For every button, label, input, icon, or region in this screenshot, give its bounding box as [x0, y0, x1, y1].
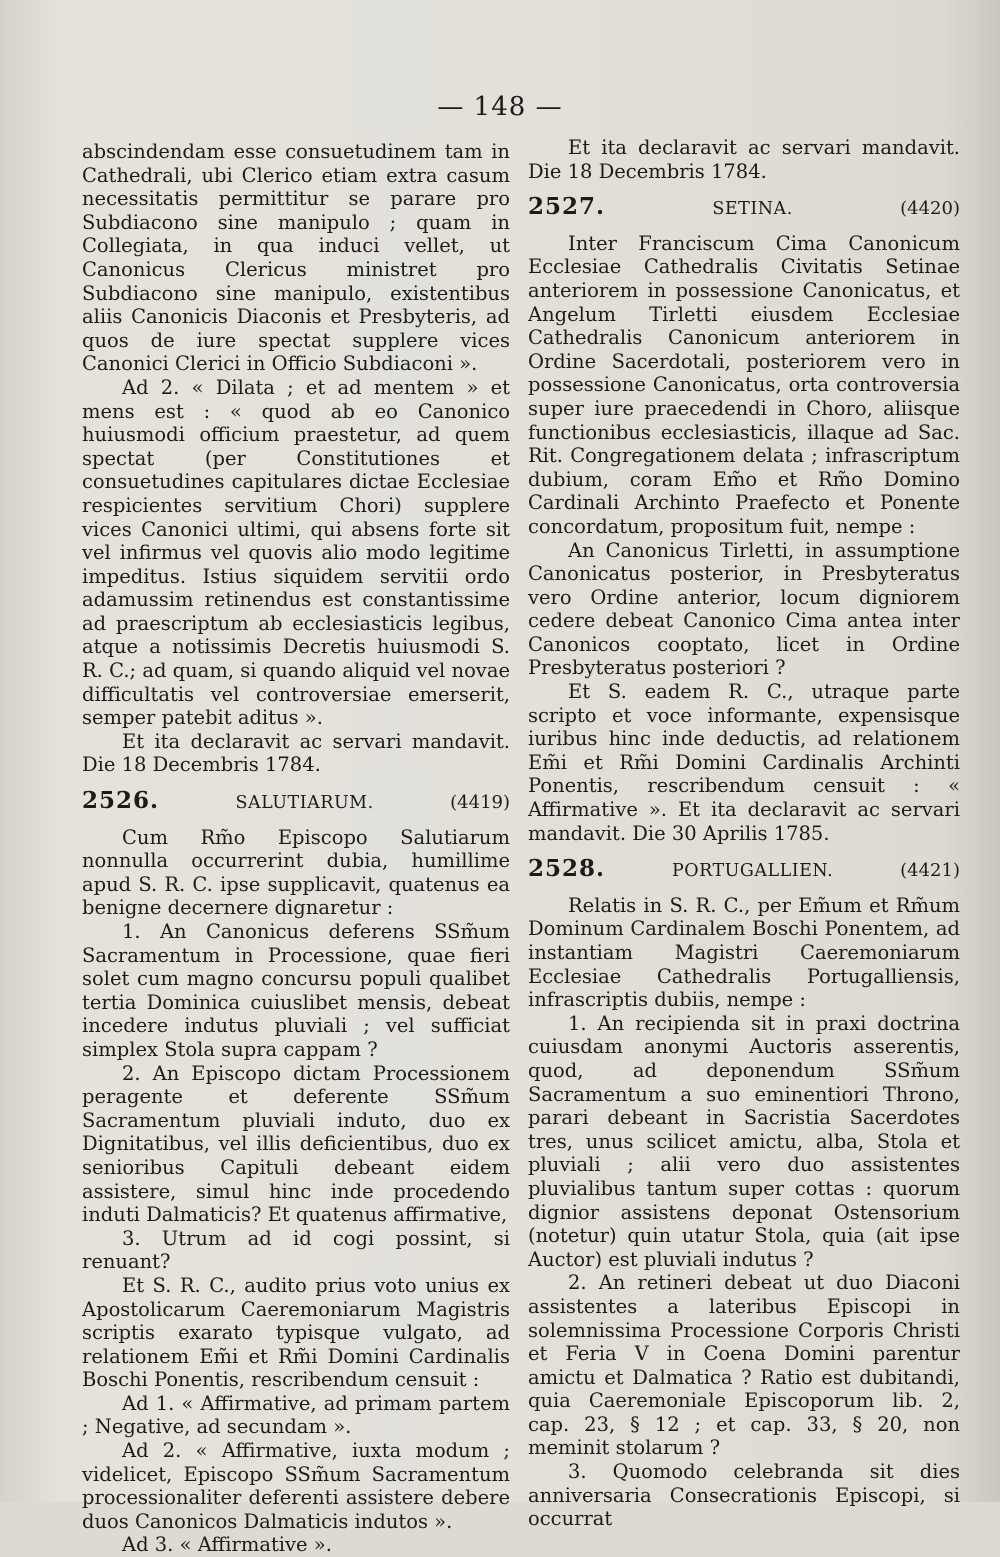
paragraph: 2. An Episcopo dictam Processionem peragente et deferente SSm̃um Sacramentum pluviali induto, duo ex Dignitatibus, vel illis deficientibus, duo ex senioribus Capituli debeant eidem assistere, simul hinc inde procedendo induti Dalmaticis? Et quatenus affirmative, [82, 1061, 510, 1227]
paragraph: Et ita declaravit ac servari mandavit. Die 18 Decembris 1784. [82, 729, 510, 777]
paragraph: abscindendam esse consuetudinem tam in Cathedrali, ubi Clerico etiam extra casum necessitatis permittitur se parare pro Subdiacono sine manipulo ; quam in Collegiata, in qua induci vellet, ut Canonicus Clericus ministret pro Subdiacono sine manipulo, existentibus aliis Canonicis Diaconis et Presbyteris, ad quos de iure spectat supplere vices Canonici Clerici in Officio Subdiaconi ». [82, 140, 510, 376]
decree-number: 2528. [528, 855, 606, 883]
paragraph: Cum Rm̃o Episcopo Salutiarum nonnulla occurrerint dubia, humillime apud S. R. C. ipse supplicavit, quatenus ea benigne decernere dignaretur : [82, 825, 510, 920]
right-column [528, 136, 960, 1531]
paragraph: Inter Franciscum Cima Canonicum Ecclesiae Cathedralis Civitatis Setinae anteriorem in possessione Canonicatus, et Angelum Tirletti eiusdem Ecclesiae Cathedralis Canonicum anteriorem in Ordine Sacerdotali, posteriorem vero in possessione Canonicatus, orta controversia super iure praecedendi in Choro, aliisque functionibus ecclesiasticis, illaque ad Sac. Rit. Congregationem delata ; infrascriptum dubium, coram Em̃o et Rm̃o Domino Cardinali Archinto Praefecto et Ponente concordatum, propositum fuit, nempe : [528, 231, 960, 538]
paragraph: Et ita declaravit ac servari mandavit. Die 18 Decembris 1784. [528, 136, 960, 183]
decree-place: SETINA. [712, 199, 793, 220]
decree-number: 2526. [82, 787, 160, 815]
paragraph: 1. An recipienda sit in praxi doctrina cuiusdam anonymi Auctoris asserentis, quod, ad deponendum SSm̃um Sacramentum a suo eminentiori Throno, parari debeant in Sacristia Sacerdotes tres, unus scilicet amictu, alba, Stola et pluviali ; alii vero duo assistentes pluvialibus tantum super cottas : quorum dignior assistens deponat Ostensorium (notetur) quin utatur Stola, quia (ait ipse Auctor) est pluviali indutus ? [528, 1011, 960, 1271]
paragraph: Relatis in S. R. C., per Em̃um et Rm̃um Dominum Cardinalem Boschi Ponentem, ad instantiam Magistri Caeremoniarum Ecclesiae Cathedralis Portugalliensis, infrascriptis dubiis, nempe : [528, 893, 960, 1012]
paragraph: An Canonicus Tirletti, in assumptione Canonicatus posterior, in Presbyteratus vero Ordine anterior, locum digniorem cedere debeat Canonico Cima antea inter Canonicos cooptato, licet in Ordine Presbyteratus posteriori ? [528, 538, 960, 680]
decree-place: SALUTIARUM. [235, 793, 374, 814]
paragraph: 3. Utrum ad id cogi possint, si renuant? [82, 1226, 510, 1274]
decree-reference: (4419) [450, 792, 510, 814]
decree-heading-2526 [82, 789, 510, 816]
left-column [82, 140, 510, 1557]
paragraph: Et S. eadem R. C., utraque parte scripto et voce informante, expensisque iuribus hinc inde deductis, ad relationem Em̃i et Rm̃i Domini Cardinalis Archinti Ponentis, rescribendum censuit : « Affirmative ». Et ita declaravit ac servari mandavit. Die 30 Aprilis 1785. [528, 680, 960, 845]
paragraph: Ad 3. « Affirmative ». [122, 1533, 332, 1557]
paragraph: 2. An retineri debeat ut duo Diaconi assistentes a lateribus Episcopi in solemnissima Processione Corporis Christi et Feria V in Coena Domini parentur amictu et Dalmatica ? Ratio est dubitandi, quia Caeremoniale Episcoporum lib. 2, cap. 23, § 12 ; et cap. 33, § 20, non meminit stolarum ? [528, 1271, 960, 1460]
paragraph: Et S. R. C., audito prius voto unius ex Apostolicarum Caeremoniarum Magistris scriptis exarato typisque vulgato, ad relationem Em̃i et Rm̃i Domini Cardinalis Boschi Ponentis, rescribendum censuit : [82, 1273, 510, 1392]
paragraph: Ad 2. « Affirmative, iuxta modum ; videlicet, Episcopo SSm̃um Sacramentum processionaliter deferenti assistere debere duos Canonicos Dalmaticis indutos ». [82, 1439, 510, 1533]
decree-heading-2528 [528, 857, 960, 884]
paragraph: 3. Quomodo celebranda sit dies anniversaria Consecrationis Episcopi, si occurrat [528, 1460, 960, 1531]
decree-number: 2527. [528, 193, 606, 221]
paragraph: 1. An Canonicus deferens SSm̃um Sacramentum in Processione, quae fieri solet cum magno concursu populi qualibet tertia Dominica cuiuslibet mensis, debeat incedere indutus pluviali ; vel sufficiat simplex Stola supra cappam ? [82, 920, 510, 1061]
decree-reference: (4421) [900, 860, 960, 882]
decree-place: PORTUGALLIEN. [671, 861, 834, 882]
decree-reference: (4420) [900, 198, 960, 220]
paragraph: Ad 2. « Dilata ; et ad mentem » et mens est : « quod ab eo Canonico huiusmodi officium praestetur, ad quem spectat (per Constitutiones et consuetudines capitulares dictae Ecclesiae respicientes servitium Chori) supplere vices Canonici ultimi, qui absens forte sit vel infirmus vel quovis alio modo legitime impeditus. Istius siquidem servitii ordo adamussim retinendus est constantissime ad praescriptum ab ecclesiasticis legibus, atque a notissimis Decretis huiusmodi S. R. C.; ad quam, si quando aliquid vel novae difficultatis vel controversiae emerserit, semper patebit aditus ». [82, 375, 510, 730]
paragraph: Ad 1. « Affirmative, ad primam partem ; Negative, ad secundam ». [82, 1391, 510, 1439]
page-number: — 148 — [437, 92, 563, 122]
decree-heading-2527 [528, 195, 960, 222]
